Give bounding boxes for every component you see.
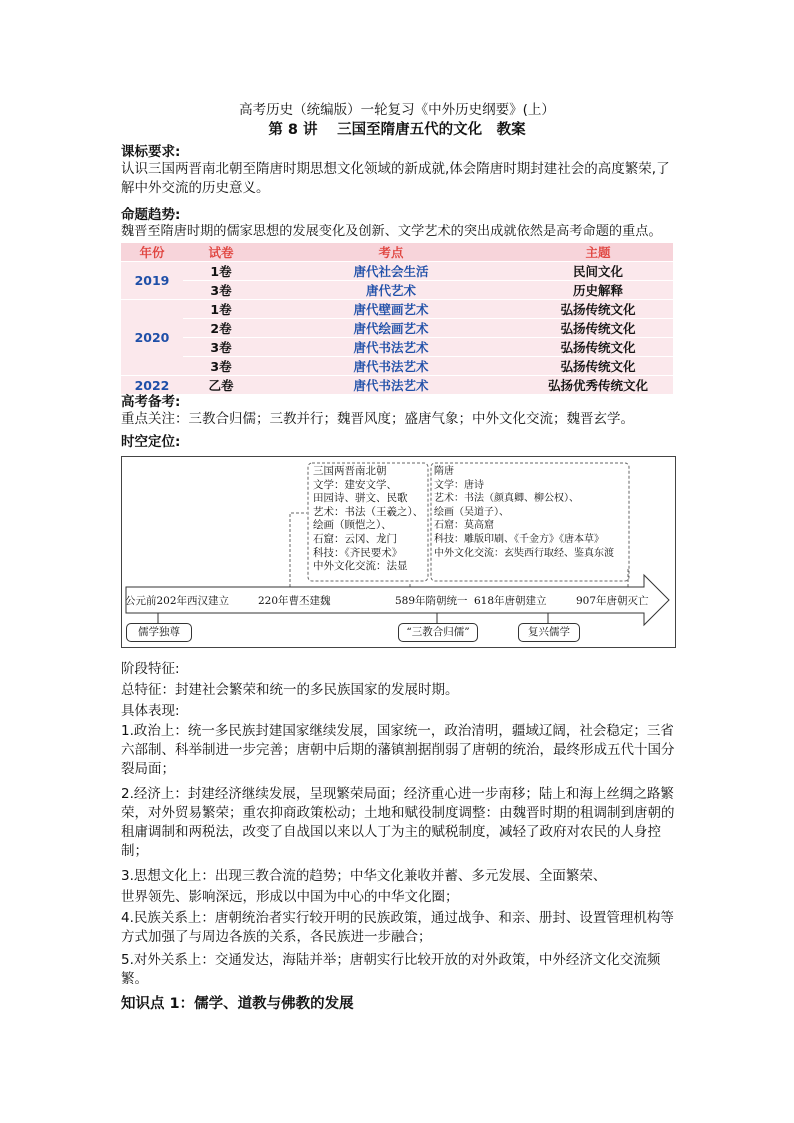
stage-heading: 阶段特征: [121,661,180,677]
period1-line: 文学：建安文学、 [313,478,397,491]
point-cell: 唐代书法艺术 [259,376,523,395]
tag-three-teachings: “三教合归儒” [398,623,478,642]
period1-line: 艺术：书法（王羲之）、 [313,505,424,518]
bracket-left [290,513,307,587]
period1-text [313,465,423,574]
stage-point-economy: 2.经济上：封建经济继续发展，呈现繁荣局面；经济重心进一步南移；陆上和海上丝绸之路繁荣，对外贸易繁荣；重农抑商政策松动；土地和赋役制度调整：由魏晋时期的租调制到唐朝的租庸调制和两税法，改变了自战国以来以人丁为主的赋税制度，减轻了政府对农民的人身控制； [121,786,675,859]
point-cell: 唐代壁画艺术 [259,300,523,319]
theme-cell: 弘扬传统文化 [523,338,673,357]
period1-line: 科技：《齐民要术》 [313,546,403,559]
paper-cell: 乙卷 [183,376,259,395]
col-header-point: 考点 [259,243,523,262]
period2-line: 石窟：莫高窟 [434,520,494,532]
period1-line: 三国两晋南北朝 [313,465,387,477]
point-cell: 唐代艺术 [259,281,523,300]
period2-line: 绘画（吴道子）、 [434,506,509,518]
table-row [121,357,673,376]
period2-text [434,465,614,560]
paper-cell: 2卷 [183,319,259,338]
timeline-event: 589年隋朝统一 [395,595,468,607]
point-cell: 唐代书法艺术 [259,338,523,357]
period1-line: 绘画（顾恺之）、 [313,519,392,532]
col-header-paper: 试卷 [183,243,259,262]
doc-title-line2: 第 8 讲 三国至隋唐五代的文化 教案 [268,122,526,138]
timeline-event: 220年曹丕建魏 [258,595,331,607]
paper-cell: 3卷 [183,338,259,357]
theme-cell: 弘扬优秀传统文化 [523,376,673,395]
table-row [121,281,673,300]
curriculum-heading: 课标要求: [121,144,181,160]
stage-point-politics: 1.政治上：统一多民族封建国家继续发展，国家统一，政治清明，疆域辽阔，社会稳定；三省六部制、科举制进一步完善；唐朝中后期的藩镇割据削弱了唐朝的统治，最终形成五代十国分裂局面； [121,723,675,777]
timeline-heading: 时空定位: [121,434,181,450]
theme-cell: 民间文化 [523,262,673,281]
table-row [121,300,673,319]
stage-overall: 总特征：封建社会繁荣和统一的多民族国家的发展时期。 [121,682,459,698]
theme-cell: 弘扬传统文化 [523,357,673,376]
timeline-event: 618年唐朝建立 [474,595,547,607]
timeline-event: 公元前202年西汉建立 [125,595,230,607]
table-row [121,262,673,281]
stage-point-foreign: 5.对外关系上：交通发达，海陆并举；唐朝实行比较开放的对外政策，中外经济文化交流频繁。 [121,952,661,987]
prep-heading: 高考备考: [121,394,181,410]
timeline-diagram [121,456,676,648]
point-cell: 唐代绘画艺术 [259,319,523,338]
paper-cell: 1卷 [183,300,259,319]
stage-point-culture: 3.思想文化上：出现三教合流的趋势；中华文化兼收并蓄、多元发展、全面繁荣、 [121,868,607,884]
col-header-theme: 主题 [523,243,673,262]
period1-line: 中外文化交流：法显 [313,560,408,573]
period1-line: 田园诗、骈文、民歌 [313,492,408,505]
table-header-row [121,243,673,262]
table-row [121,376,673,395]
stage-point-ethnic: 4.民族关系上：唐朝统治者实行较开明的民族政策，通过战争、和亲、册封、设置管理机构等方式加强了与周边各族的关系，各民族进一步融合； [121,910,674,945]
knowledge-point-title: 知识点 1：儒学、道教与佛教的发展 [121,996,354,1012]
doc-title-line1: 高考历史（统编版）一轮复习《中外历史纲要》(上） [239,102,555,118]
theme-cell: 弘扬传统文化 [523,300,673,319]
year-cell: 2022 [121,376,183,395]
table-row [121,338,673,357]
trend-text: 魏晋至隋唐时期的儒家思想的发展变化及创新、文学艺术的突出成就依然是高考命题的重点。 [121,224,662,239]
period2-line: 科技：雕版印刷、《千金方》《唐本草》 [434,533,604,545]
exam-table [121,243,673,395]
year-cell: 2020 [121,300,183,376]
table-row [121,319,673,338]
trend-heading: 命题趋势: [121,207,181,223]
tag-revival-confucianism: 复兴儒学 [518,623,580,642]
timeline-event: 907年唐朝灭亡 [576,595,649,607]
period2-line: 文学：唐诗 [434,479,484,491]
theme-cell: 弘扬传统文化 [523,319,673,338]
period2-line: 艺术：书法（颜真卿、柳公权）、 [434,493,579,505]
prep-text: 重点关注：三教合归儒；三教并行；魏晋风度；盛唐气象；中外文化交流；魏晋玄学。 [121,411,634,427]
paper-cell: 3卷 [183,281,259,300]
paper-cell: 1卷 [183,262,259,281]
year-cell: 2019 [121,262,183,300]
period2-line: 隋唐 [434,466,454,477]
stage-point-culture-cont: 世界领先、影响深远，形成以中国为中心的中华文化圈； [121,889,459,905]
stage-detail-heading: 具体表现: [121,703,180,719]
tag-confucianism-supreme: 儒学独尊 [126,623,192,642]
curriculum-text: 认识三国两晋南北朝至隋唐时期思想文化领域的新成就,体会隋唐时期封建社会的高度繁荣,了解中外交流的历史意义。 [121,161,670,196]
theme-cell: 历史解释 [523,281,673,300]
period1-line: 石窟：云冈、龙门 [313,532,397,545]
point-cell: 唐代社会生活 [259,262,523,281]
period2-line: 中外文化交流：玄奘西行取经、鉴真东渡 [434,547,614,559]
col-header-year: 年份 [121,243,183,262]
paper-cell: 3卷 [183,357,259,376]
point-cell: 唐代书法艺术 [259,357,523,376]
